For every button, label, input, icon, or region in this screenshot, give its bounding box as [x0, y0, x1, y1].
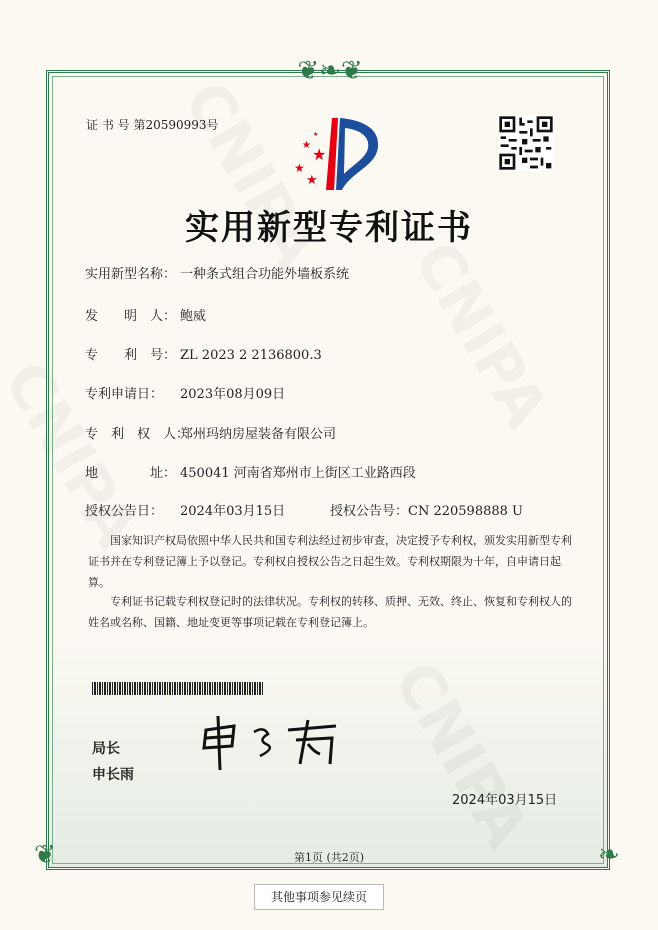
signatory-role: 局长	[92, 741, 120, 757]
footer-note: 其他事项参见续页	[254, 884, 384, 910]
corner-ornament-icon: ❦	[34, 840, 56, 870]
corner-ornament-icon: ❧	[598, 840, 620, 870]
svg-text:★: ★	[302, 140, 311, 151]
legal-paragraph: 国家知识产权局依照中华人民共和国专利法经过初步审查，决定授予专利权，颁发实用新型专利证书并在专利登记簿上予以登记。专利权自授权公告之日起生效。专利权期限为十年，自申请日起算。	[88, 534, 572, 589]
certificate-number: 证 书 号 第20590993号	[86, 118, 219, 132]
svg-text:★: ★	[313, 131, 319, 138]
signatory-name: 申长雨	[92, 767, 134, 783]
page-indicator: 第1页 (共2页)	[293, 851, 365, 864]
svg-text:★: ★	[312, 145, 327, 164]
certificate-title: 实用新型专利证书	[185, 208, 473, 248]
field-grant-date: 授权公告日： 2024年03月15日	[85, 504, 286, 519]
top-ornament-icon: ❦❧❦	[297, 56, 363, 86]
cnipa-logo-icon	[282, 116, 382, 196]
issue-date: 2024年03月15日	[452, 793, 558, 808]
field-inventor: 发 明 人： 鲍威	[85, 309, 207, 324]
field-patent-number: 专 利 号： ZL 2023 2 2136800.3	[85, 348, 322, 363]
qr-code	[498, 115, 554, 171]
legal-paragraph: 专利证书记载专利权登记时的法律状况。专利权的转移、质押、无效、终止、恢复和专利权人的姓名或名称、国籍、地址变更等事项记载在专利登记簿上。	[88, 595, 572, 629]
field-application-date: 专利申请日： 2023年08月09日	[85, 387, 286, 402]
handwritten-signature	[196, 712, 346, 772]
field-patentee: 专 利 权 人：郑州玛纳房屋装备有限公司	[85, 427, 337, 442]
barcode	[92, 682, 264, 695]
svg-text:★: ★	[294, 161, 305, 175]
field-announcement-number: 授权公告号：CN 220598888 U	[330, 504, 523, 519]
svg-text:★: ★	[306, 173, 318, 188]
field-address: 地 址： 450041 河南省郑州市上街区工业路西段	[85, 466, 416, 481]
field-name: 实用新型名称： 一种条式组合功能外墙板系统	[85, 267, 350, 282]
